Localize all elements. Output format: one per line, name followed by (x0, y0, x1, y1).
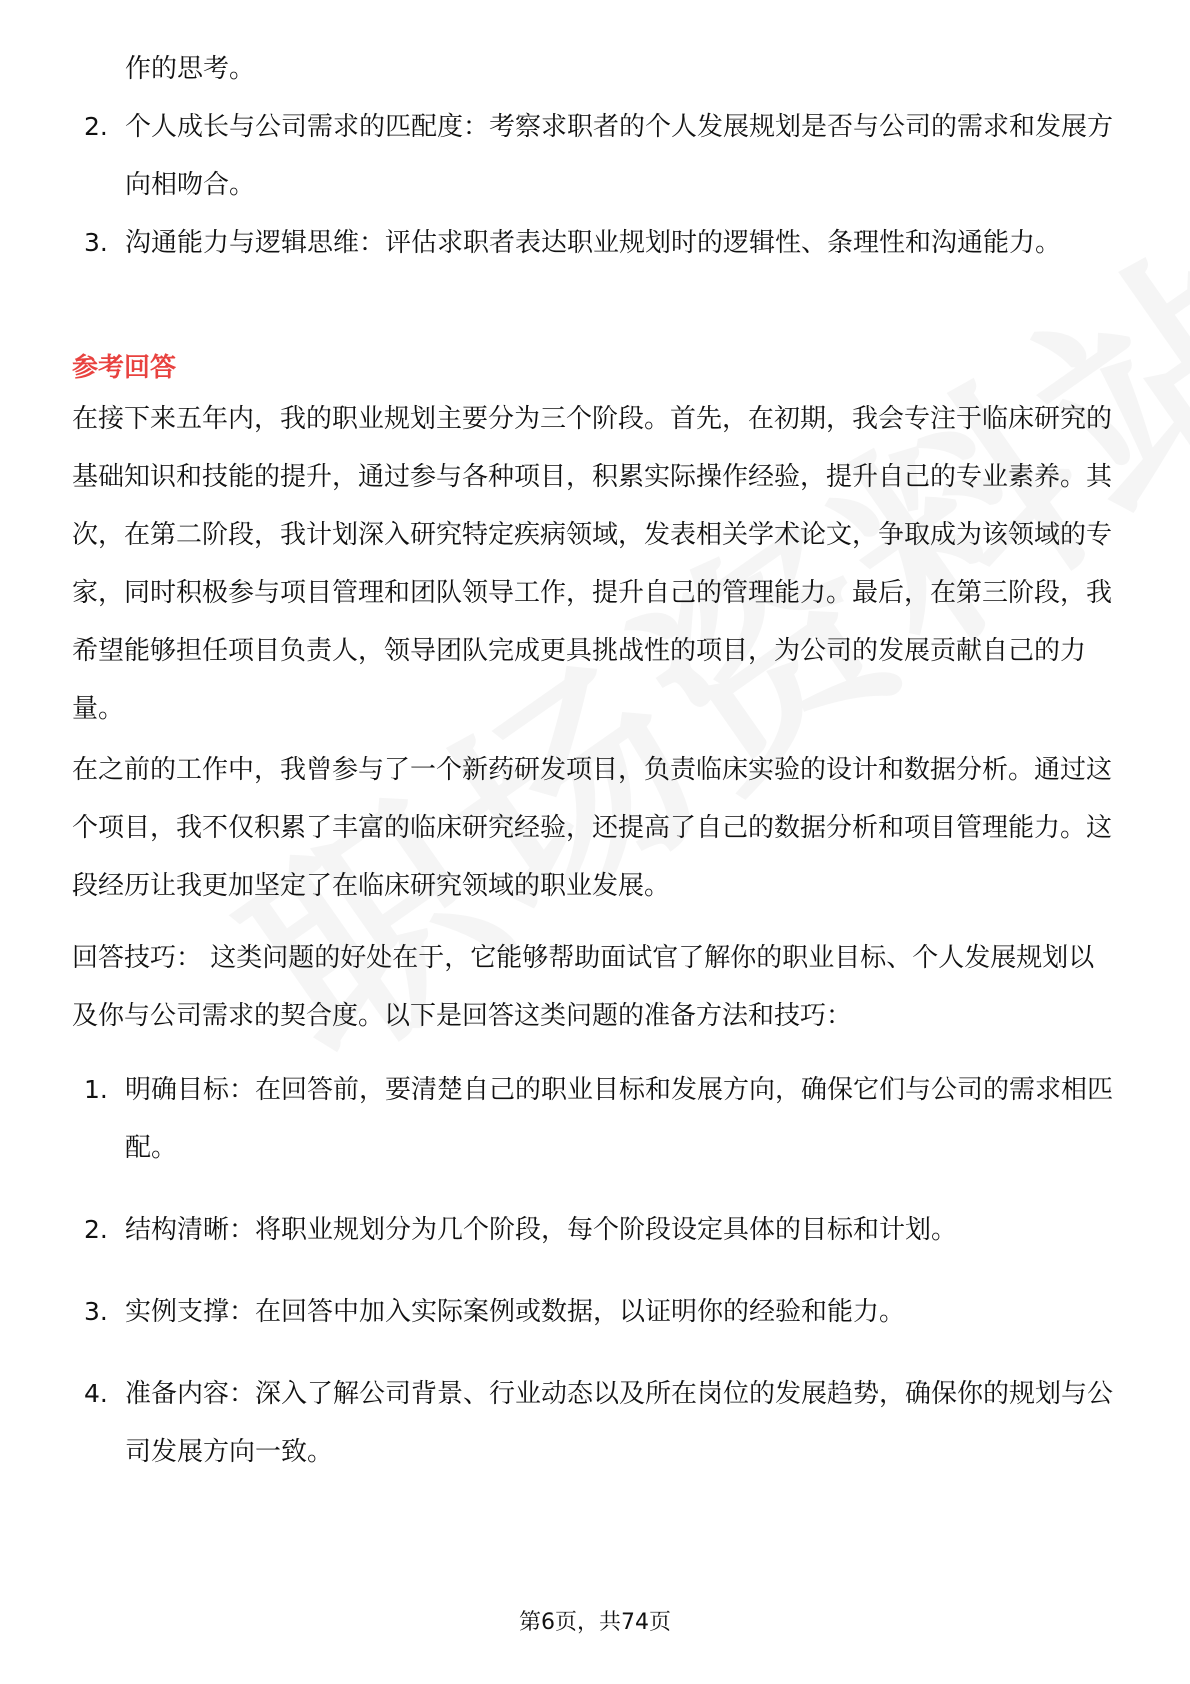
list-number: 3. (84, 228, 108, 257)
tips-intro-paragraph: 回答技巧： 这类问题的好处在于，它能够帮助面试官了解你的职业目标、个人发展规划以及你与公司需求的契合度。以下是回答这类问题的准备方法和技巧： (72, 943, 1095, 1031)
list-item-text: 结构清晰：将职业规划分为几个阶段，每个阶段设定具体的目标和计划。 (125, 1215, 958, 1245)
list-item (0, 1365, 1190, 1481)
list-number: 1. (84, 1075, 108, 1104)
list-item (0, 40, 1190, 98)
list-item-text: 沟通能力与逻辑思维：评估求职者表达职业规划时的逻辑性、条理性和沟通能力。 (125, 228, 1062, 258)
tips-list (0, 1061, 1190, 1481)
page-footer: 第6页，共74页 (519, 1610, 671, 1635)
list-item-text: 个人成长与公司需求的匹配度：考察求职者的个人发展规划是否与公司的需求和发展方向相吻合。 (125, 112, 1114, 200)
list-item-text: 实例支撑：在回答中加入实际案例或数据，以证明你的经验和能力。 (125, 1297, 906, 1327)
list-item (0, 98, 1190, 214)
criteria-list (0, 40, 1190, 272)
list-number: 2. (84, 1215, 108, 1244)
list-number: 3. (84, 1297, 108, 1326)
answer-paragraph-2: 在之前的工作中，我曾参与了一个新药研发项目，负责临床实验的设计和数据分析。通过这个项目，我不仅积累了丰富的临床研究经验，还提高了自己的数据分析和项目管理能力。这段经历让我更加坚定了在临床研究领域的职业发展。 (72, 755, 1113, 901)
list-number: 2. (84, 112, 108, 141)
list-item-text: 明确目标：在回答前，要清楚自己的职业目标和发展方向，确保它们与公司的需求相匹配。 (125, 1075, 1114, 1163)
list-item (0, 1201, 1190, 1259)
list-number: 4. (84, 1379, 108, 1408)
list-item (0, 214, 1190, 272)
list-item-text: 准备内容：深入了解公司背景、行业动态以及所在岗位的发展趋势，确保你的规划与公司发展方向一致。 (125, 1379, 1114, 1467)
section-heading: 参考回答 (72, 353, 177, 383)
answer-paragraph-1: 在接下来五年内，我的职业规划主要分为三个阶段。首先，在初期，我会专注于临床研究的基础知识和技能的提升，通过参与各种项目，积累实际操作经验，提升自己的专业素养。其次，在第二阶段，我计划深入研究特定疾病领域，发表相关学术论文，争取成为该领域的专家，同时积极参与项目管理和团队领导工作，提升自己的管理能力。最后，在第三阶段，我希望能够担任项目负责人，领导团队完成更具挑战性的项目，为公司的发展贡献自己的力量。 (72, 404, 1113, 724)
list-item (0, 1283, 1190, 1341)
list-item-continuation: 作的思考。 (125, 54, 256, 84)
list-item (0, 1061, 1190, 1177)
